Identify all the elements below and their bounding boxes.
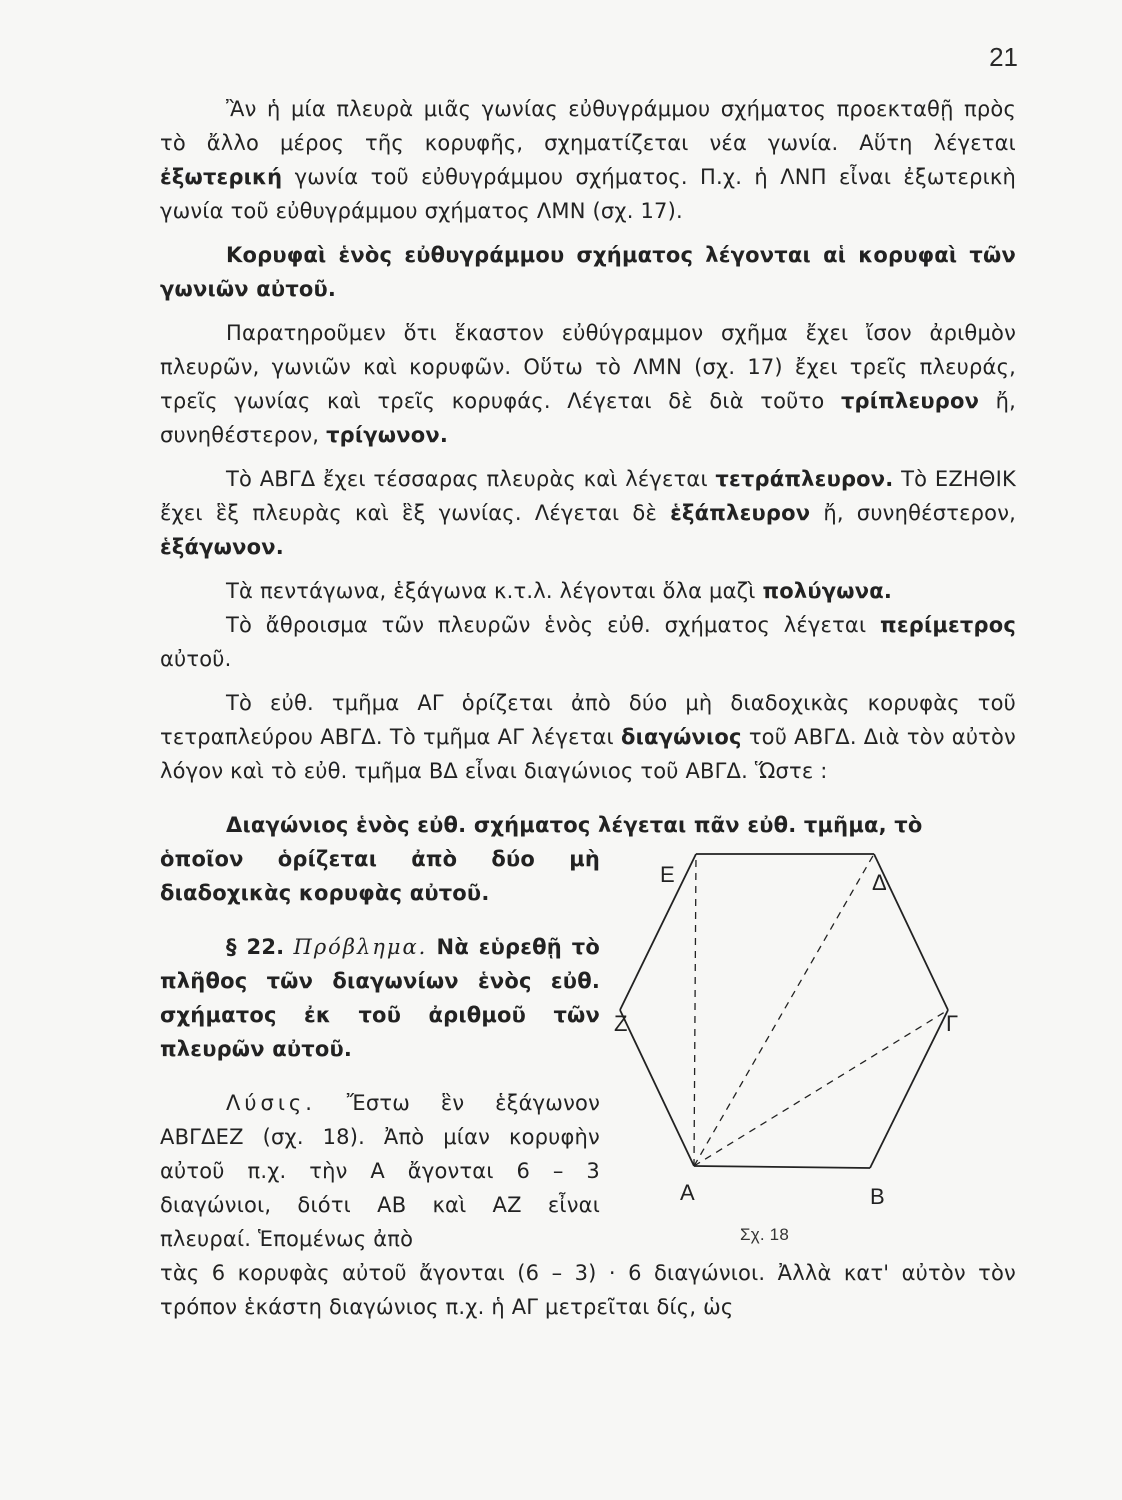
text: Τὰ πεντάγωνα, ἑξάγωνα κ.τ.λ. λέγονται ὅλα μαζὶ <box>226 579 763 603</box>
paragraph-quadrilateral <box>160 462 1016 564</box>
paragraph-triangle <box>160 316 1016 452</box>
text: ἤ, συνηθέστερον, <box>810 501 1016 525</box>
paragraph-perimeter <box>160 608 1016 676</box>
paragraph-diagonal <box>160 686 1016 788</box>
term-diagonios: διαγώνιος <box>620 725 742 749</box>
figure-wrap-section <box>160 842 1016 1256</box>
side-BA <box>694 1166 870 1168</box>
text: γωνία τοῦ εὐθυγράμμου σχήματος. Π.χ. ἡ ΛΝΠ εἶναι ἐξωτερικὴ γωνία τοῦ εὐθυγράμμου σχήματος ΛΜΝ (σχ. 17). <box>160 165 1016 223</box>
term-hexagonon: ἑξάγωνον. <box>160 535 284 559</box>
text: Παρατηροῦμεν ὅτι ἕκαστον εὐθύγραμμον σχῆμα ἔχει ἴσον ἀριθμὸν πλευρῶν, γωνιῶν καὶ κορυφῶν. Οὕτω τὸ ΛΜΝ (σχ. 17) ἔχει τρεῖς πλευράς, τρεῖς γωνίας καὶ τρεῖς κορυφάς. Λέγεται δὲ διὰ τοῦτο <box>160 321 1016 413</box>
text: Ἂν ἡ μία πλευρὰ μιᾶς γωνίας εὐθυγράμμου σχήματος προεκταθῇ πρὸς τὸ ἄλλο μέρος τῆς κορυφῆς, σχηματίζεται νέα γωνία. Αὕτη λέγεται <box>160 97 1016 155</box>
problem-title: Πρόβλημα. <box>293 935 428 959</box>
solution-label: Λύσις. <box>226 1091 316 1115</box>
vertex-label-B: Β <box>870 1184 885 1209</box>
page-number: 21 <box>989 42 1018 72</box>
vertex-label-D: Δ <box>872 870 887 895</box>
term-trigonon: τρίγωνον. <box>326 423 449 447</box>
problem-22 <box>160 930 600 1066</box>
problem-statement: Νὰ εὑρεθῇ τὸ πλῆθος τῶν διαγωνίων ἑνὸς εὐθ. σχήματος ἐκ τοῦ ἀριθμοῦ τῶν πλευρῶν αὐτοῦ. <box>160 935 600 1061</box>
text: Ἔστω ἓν ἑξάγωνον ΑΒΓΔΕΖ (σχ. 18). Ἀπὸ μίαν κορυφὴν αὐτοῦ π.χ. τὴν Α ἄγονται 6 – 3 διαγώνιοι, διότι ΑΒ καὶ ΑΖ εἶναι πλευραί. Ἑπομένως ἀπὸ <box>160 1091 600 1251</box>
paragraph-exterior-angle <box>160 92 1016 228</box>
side-ZE <box>620 854 696 1010</box>
text: ἤ, συνηθέστερον, <box>160 389 1016 447</box>
term-exterior: ἐξωτερική <box>160 165 283 189</box>
diagonal-AE <box>694 854 696 1166</box>
vertex-label-A: Α <box>680 1180 695 1205</box>
section-number: § 22. <box>226 935 285 959</box>
text: Τὸ εὐθ. τμῆμα ΑΓ ὁρίζεται ἀπὸ δύο μὴ διαδοχικὰς κορυφὰς τοῦ τετραπλεύρου ΑΒΓΔ. Τὸ τμῆμα ΑΓ λέγεται <box>160 691 1016 749</box>
vertex-label-G: Γ <box>946 1011 959 1036</box>
left-column <box>160 842 600 1256</box>
hexagon-diagonals <box>694 854 948 1166</box>
term-tetrapleuron: τετράπλευρον. <box>715 467 894 491</box>
vertex-label-E: Ε <box>660 862 675 887</box>
text: Τὸ ΑΒΓΔ ἔχει τέσσαρας πλευρὰς καὶ λέγεται <box>226 467 716 491</box>
definition-diagonal-line1: Διαγώνιος ἑνὸς εὐθ. σχήματος λέγεται πᾶν εὐθ. τμῆμα, τὸ <box>226 813 923 837</box>
page-body <box>160 92 1016 1324</box>
text: αὐτοῦ. <box>160 647 232 671</box>
diagonal-AD <box>694 854 874 1166</box>
term-tripleuron: τρίπλευρον <box>840 389 980 413</box>
hexagon-figure-18 <box>614 842 1020 1262</box>
text: Τὸ ἄθροισμα τῶν πλευρῶν ἑνὸς εὐθ. σχήματος λέγεται <box>226 613 881 637</box>
vertex-label-Z: Ζ <box>614 1011 628 1036</box>
text: Τὸ ΕΖΗΘΙΚ ἔχει ἓξ πλευρὰς καὶ ἓξ γωνίας. Λέγεται δὲ <box>160 467 1016 525</box>
paragraph-polygons <box>160 574 1016 608</box>
definition-diagonal-rest: ὁποῖον ὁρίζεται ἀπὸ δύο μὴ διαδοχικὰς κορυφὰς αὐτοῦ. <box>160 847 600 905</box>
hexagon-sides <box>620 854 948 1168</box>
solution-part2: τὰς 6 κορυφὰς αὐτοῦ ἄγονται (6 – 3) · 6 διαγώνιοι. Ἀλλὰ κατ' αὐτὸν τὸν τρόπον ἑκάστη διαγώνιος π.χ. ἡ ΑΓ μετρεῖται δίς, ὡς <box>160 1261 1016 1319</box>
term-perimetros: περίμετρος <box>880 613 1016 637</box>
term-polygona: πολύγωνα. <box>762 579 893 603</box>
solution-part1 <box>160 1086 600 1256</box>
definition-vertices: Κορυφαὶ ἑνὸς εὐθυγράμμου σχήματος λέγονται αἱ κορυφαὶ τῶν γωνιῶν αὐτοῦ. <box>160 243 1016 301</box>
term-hexapleuron: ἑξάπλευρον <box>670 501 811 525</box>
side-AZ <box>620 1010 694 1166</box>
figure-caption: Σχ. 18 <box>740 1225 789 1244</box>
text: τοῦ ΑΒΓΔ. Διὰ τὸν αὐτὸν λόγον καὶ τὸ εὐθ. τμῆμα ΒΔ εἶναι διαγώνιος τοῦ ΑΒΓΔ. Ὥστε : <box>160 725 1016 783</box>
